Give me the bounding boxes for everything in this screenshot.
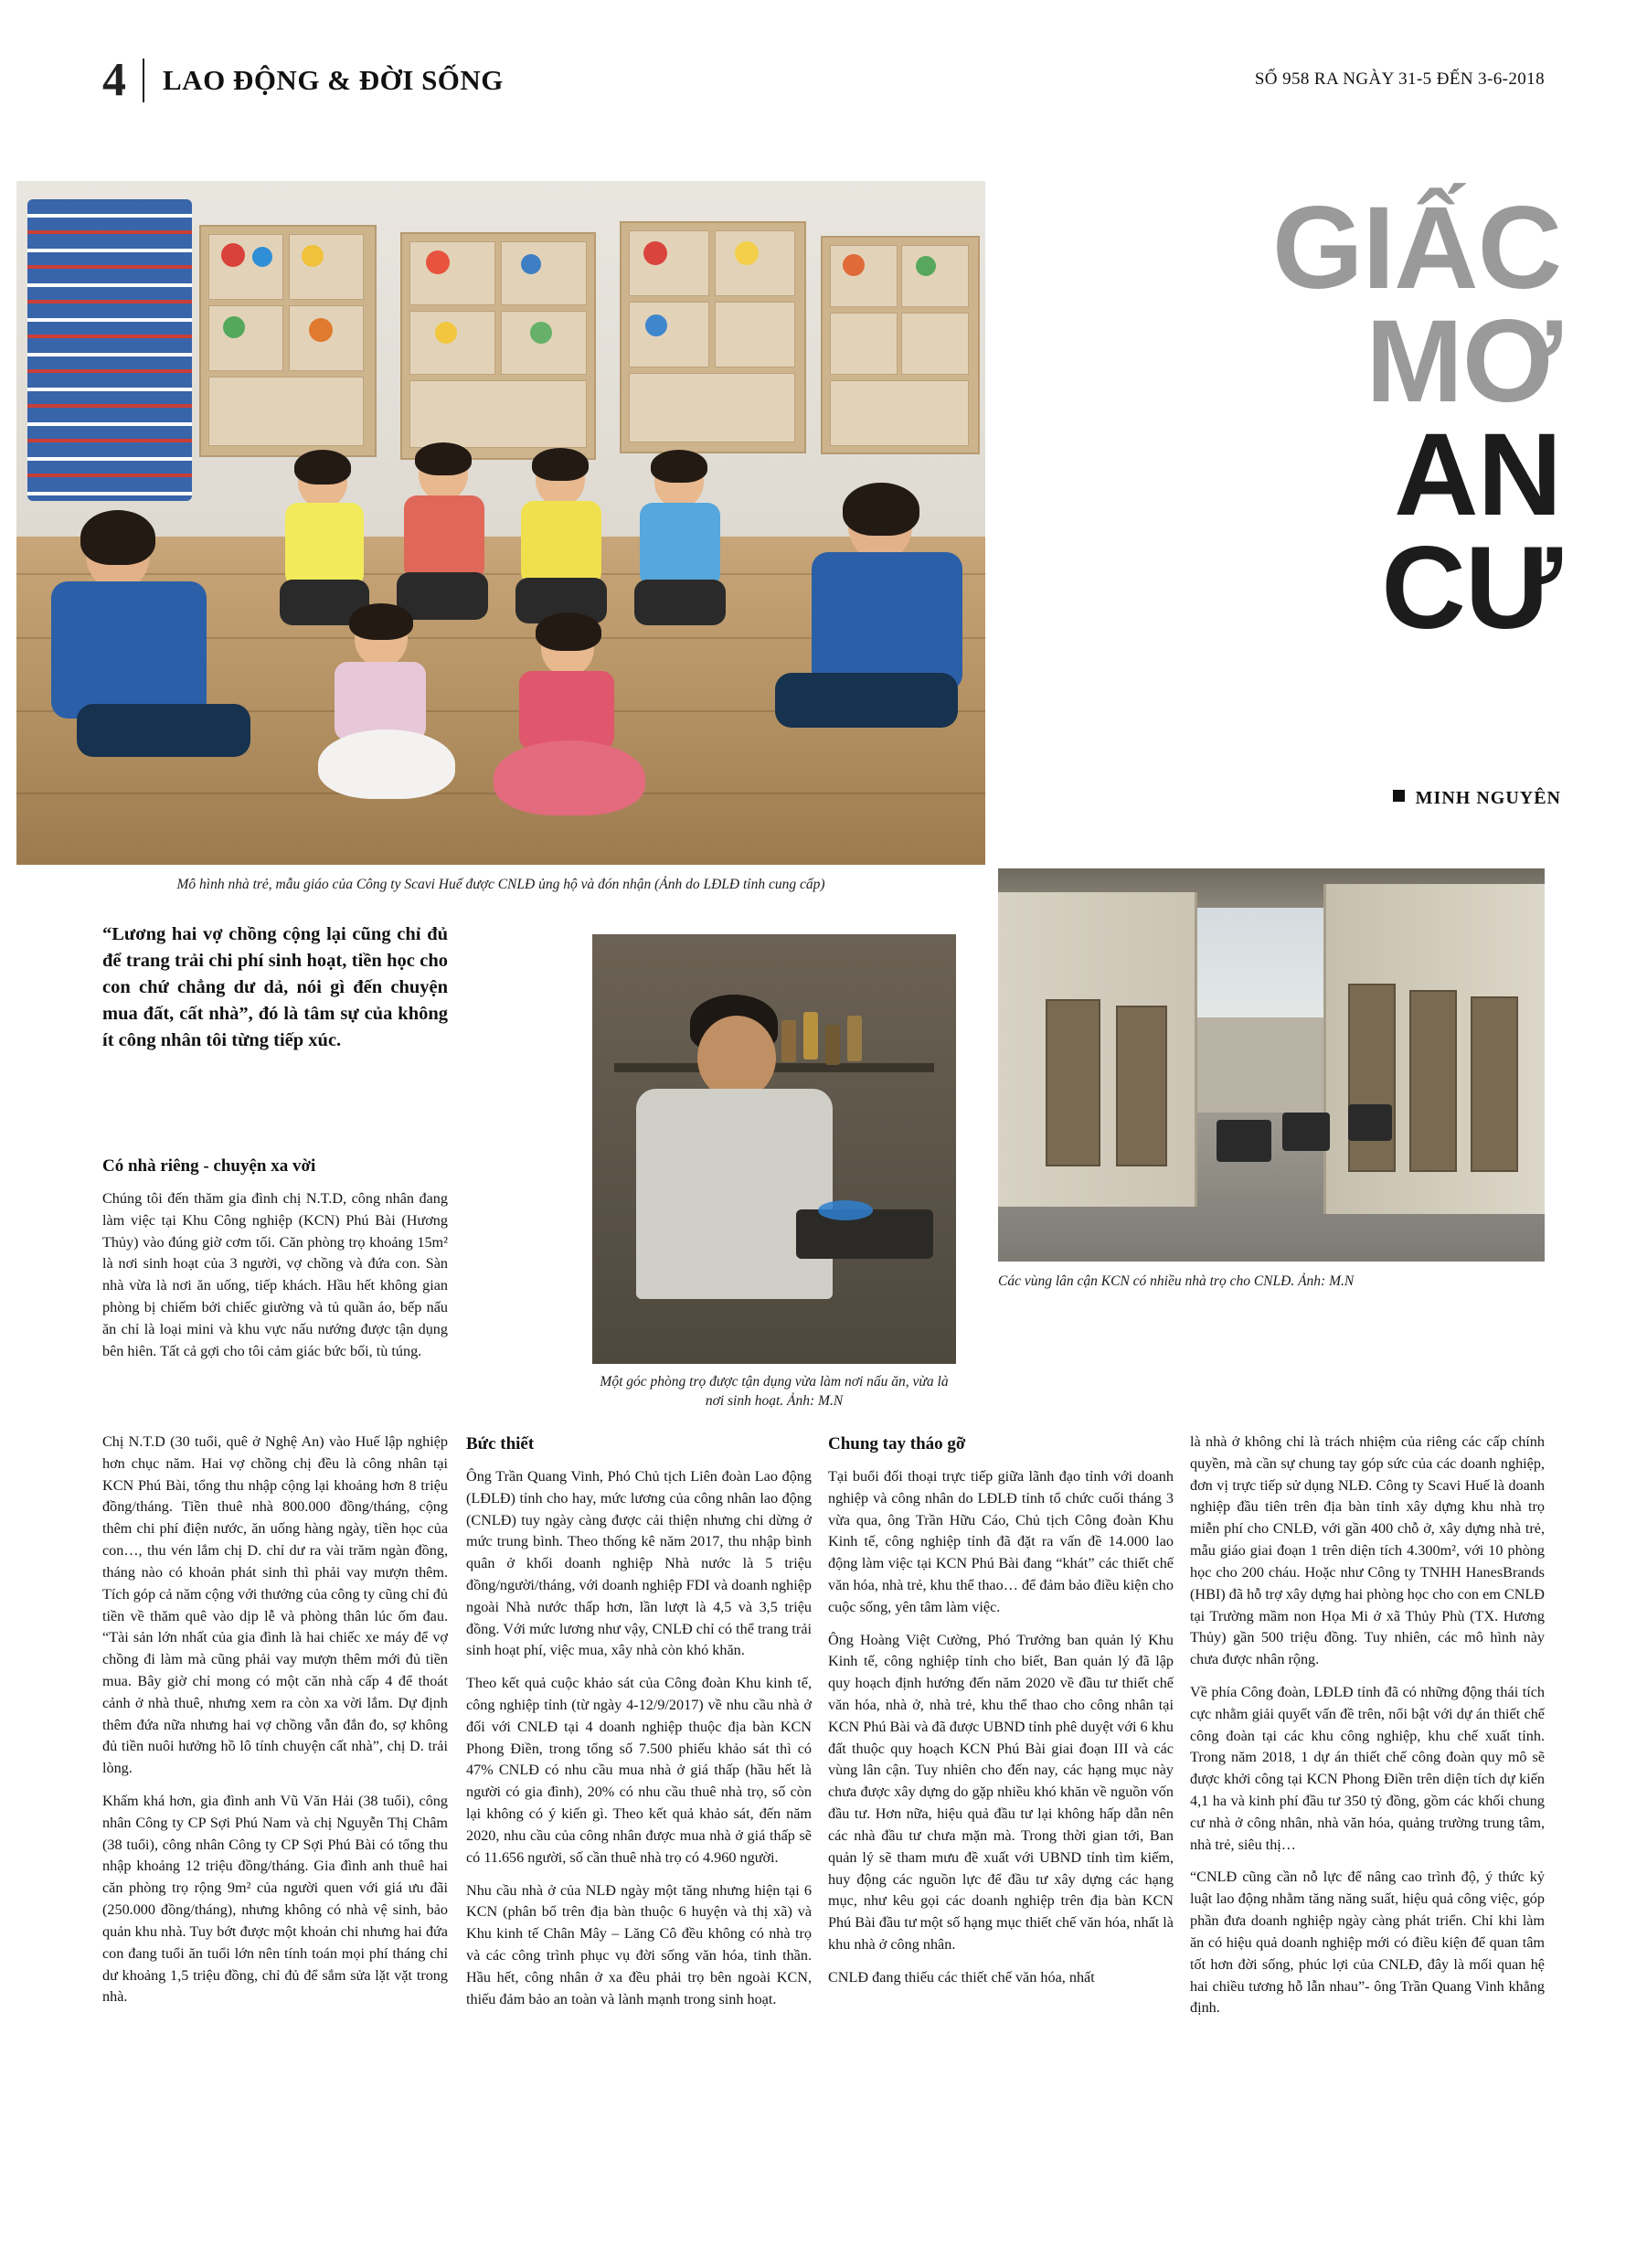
child-4 bbox=[629, 455, 738, 638]
bullet-square-icon bbox=[1393, 790, 1405, 802]
section-2-column bbox=[466, 1432, 812, 2021]
masthead-title: LAO ĐỘNG & ĐỜI SỐNG bbox=[163, 64, 504, 96]
paragraph: Ông Trần Quang Vinh, Phó Chủ tịch Liên đoàn Lao động (LĐLĐ) tỉnh cho hay, mức lương của công nhân lao động (CNLĐ) tuy ngày càng được cải thiện nhưng chi dừng ở mức trung bình. Theo thống kê năm 2017, thu nhập bình quân ở khối doanh nghiệp Nhà nước là 5 triệu đồng/người/tháng, với doanh nghiệp FDI và doanh nghiệp ngoài Nhà nước thấp hơn, lần lượt là 4,5 và 3,5 triệu đồng. Với mức lương như vậy, CNLĐ chỉ có thể trang trải sinh hoạt phí, việc mua, xây nhà còn khó khăn. bbox=[466, 1467, 812, 1659]
bottle bbox=[803, 1012, 818, 1059]
man-body bbox=[636, 1089, 833, 1299]
paragraph: Theo kết quả cuộc khảo sát của Công đoàn Khu kinh tế, công nghiệp tỉnh (từ ngày 4-12/9/2017) về nhu cầu nhà ở đối với CNLĐ tại 4 doanh nghiệp thuộc địa bàn KCN Phong Điền, trong tổng số 7.500 phiếu khảo sát thì có 47% CNLĐ có nhu cầu mua nhà ở giá thấp (hầu hết là người có gia đình), 20% có nhu cầu thuê nhà trọ, số còn lại không có ý kiến gì. Theo kết quả khảo sát, đến năm 2020, nhu cầu của công nhân được mua nhà ở giá thấp sẽ có 11.656 người, số cần thuê nhà trọ có 4.960 người. bbox=[466, 1675, 812, 1866]
toy-shelf-2 bbox=[400, 232, 596, 460]
bottle bbox=[847, 1016, 862, 1061]
masthead-divider bbox=[143, 59, 144, 102]
teacher-right bbox=[775, 483, 985, 784]
paragraph: CNLĐ đang thiếu các thiết chế văn hóa, nhất bbox=[828, 1968, 1095, 1986]
headline-line-4: CƯ bbox=[1381, 523, 1561, 655]
stacked-mats bbox=[27, 199, 192, 501]
section-1-column bbox=[102, 1154, 448, 1373]
lead-pull-quote: “Lương hai vợ chồng cộng lại cũng chỉ đủ để trang trải chi phí sinh hoạt, tiền học cho con chứ chẳng dư dả, nói gì đến chuyện mua đất, cất nhà”, đó là tâm sự của không ít công nhân tôi từng tiếp xúc. bbox=[102, 924, 448, 1051]
column-4 bbox=[1190, 1432, 1545, 2030]
paragraph: Nhu cầu nhà ở của NLĐ ngày một tăng nhưng hiện tại 6 KCN (phân bổ trên địa bàn thuộc 6 huyện và thị xã) và Khu kinh tế Chân Mây – Lăng Cô đều không có nhà trọ và các công trình phục vụ đời sống văn hóa, tinh thần. Hầu hết, công nhân ở xa đều phải trọ bên ngoài KCN, thiếu đảm bảo an toàn và lành mạnh trong sinh hoạt. bbox=[466, 1881, 812, 2007]
kitchen-photo-caption: Một góc phòng trọ được tận dụng vừa làm nơi nấu ăn, vừa là nơi sinh hoạt. Ảnh: M.N bbox=[600, 1374, 949, 1409]
paragraph: Chị N.T.D (30 tuổi, quê ở Nghệ An) vào Huế lập nghiệp hơn chục năm. Hai vợ chồng chị đều là công nhân tại KCN Phú Bài, tổng thu nhập cộng lại khoảng hơn 8 triệu đồng/tháng. Tiền thuê nhà 800.000 đồng/tháng, cộng thêm chi phí điện nước, ăn uống hàng ngày, tiền học của con…, thu vén lắm chị D. chỉ dư ra vài trăm ngàn đồng, tháng nào có khoản phát sinh thì phải vay mượn thêm. Tích góp cả năm cộng với thưởng của công ty cũng chỉ đủ tiền về thăm quê vào dịp lễ và phòng thân lúc ốm đau. “Tài sản lớn nhất của gia đình là hai chiếc xe máy để vợ chồng đi làm mà cũng phải vay mượn thêm mới đủ tiền mua. Bây giờ chỉ mong có một căn nhà cấp 4 để thoát cảnh ở nhà thuê, nhưng xem ra còn xa vời lắm. Dự định thêm đứa nữa nhưng hai vợ chồng vẫn đắn đo, sợ không đủ tiền nuôi hưởng hồ lô tính chuyện cất nhà”, chị D. trải lòng. bbox=[102, 1433, 448, 1777]
motorbike-2 bbox=[1282, 1113, 1330, 1151]
byline bbox=[1004, 788, 1561, 809]
paragraph: Khấm khá hơn, gia đình anh Vũ Văn Hải (38 tuổi), công nhân Công ty CP Sợi Phú Nam và chị Nguyễn Thị Châm (38 tuổi), công nhân Công ty CP Sợi Phú Bài có tổng thu nhập khoảng 12 triệu đồng/tháng. Gia đình anh thuê hai căn phòng trọ rộng 9m² của người quen với giá ưu đãi (250.000 đồng/tháng), nhưng không có nhà vệ sinh, bảo quản khu nhà. Tuy bớt được một khoản chi nhưng hai đứa con đang tuổi ăn tuổi lớn nên tính toán mọi phí tháng chỉ dư khoảng 1,5 triệu đồng, chỉ đủ để sắm sửa lặt vặt trong nhà. bbox=[102, 1793, 448, 2006]
teacher-left bbox=[44, 510, 245, 784]
paragraph: Chúng tôi đến thăm gia đình chị N.T.D, công nhân đang làm việc tại Khu Công nghiệp (KCN) Phú Bài (Hương Thủy) vào đúng giờ cơm tối. Căn phòng trọ khoảng 15m² là nơi sinh hoạt của 3 người, vợ chồng và đứa con. Sàn nhà vừa là nơi ăn uống, tiếp khách. Hầu hết không gian phòng bị chiếm bởi chiếc giường và tủ quần áo, bếp nấu ăn chỉ là loại mini và khu vực nấu nướng được tận dụng bên hiên. Tất cả gợi cho tôi cảm giác bức bối, tù túng. bbox=[102, 1189, 448, 1359]
alley-wall-right bbox=[1323, 884, 1545, 1214]
child-5 bbox=[318, 611, 455, 812]
alley-wall-left bbox=[998, 892, 1197, 1207]
paragraph: Tại buổi đối thoại trực tiếp giữa lãnh đạo tỉnh với doanh nghiệp và công nhân do LĐLĐ tỉnh tổ chức cuối tháng 3 vừa qua, ông Trần Hữu Cáo, Chủ tịch Công đoàn Khu Kinh tế, công nghiệp tỉnh đã đặt ra vấn đề 14.000 lao động làm việc tại KCN Phú Bài đang “khát” các thiết chế văn hóa, nhà trẻ, khu thể thao… để đảm bảo điều kiện cho cuộc sống, yên tâm làm việc. bbox=[828, 1467, 1174, 1615]
bottle bbox=[781, 1020, 796, 1062]
alley-photo bbox=[998, 868, 1545, 1262]
paragraph: là nhà ở không chỉ là trách nhiệm của riêng các cấp chính quyền, mà cần sự chung tay góp sức của các doanh nghiệp, đơn vị trực tiếp sử dụng NLĐ. Công ty Scavi Huế là doanh nghiệp đầu tiên trên địa bàn tỉnh xây dựng khu nhà trọ miễn phí cho CNLĐ, với gần 400 chỗ ở, xây dựng nhà trẻ, mẫu giáo giai đoạn 1 trên diện tích 4.300m², với 10 phòng học cho 200 cháu. Hoặc như Công ty TNHH HanesBrands (HBI) đã hỗ trợ xây dựng hai phòng học cho con em CNLĐ tại Trường mầm non Họa Mi ở xã Thủy Phù (TX. Hương Thủy) gần 500 triệu đồng. Tuy nhiên, các mô hình này chưa được nhân rộng. bbox=[1190, 1433, 1545, 1668]
closing-quote: “CNLĐ cũng cần nỗ lực để nâng cao trình độ, ý thức kỷ luật lao động nhằm tăng năng suất, hiệu quả công việc, góp phần đưa doanh nghiệp ngày càng phát triển. Chỉ khi làm ăn có hiệu quả doanh nghiệp mới có điều kiện để quan tâm tốt hơn đời sống, phúc lợi của CNLĐ, đây là mối quan hệ hai chiều tương hỗ lẫn nhau”- ông Trần Quang Vinh khẳng định. bbox=[1190, 1869, 1545, 2017]
motorbike-1 bbox=[1217, 1120, 1271, 1162]
toy-shelf-1 bbox=[199, 225, 377, 457]
section-3-title: Chung tay tháo gỡ bbox=[828, 1434, 966, 1453]
alley-photo-caption: Các vùng lân cận KCN có nhiều nhà trọ cho CNLĐ. Ảnh: M.N bbox=[998, 1273, 1355, 1289]
toy-shelf-4 bbox=[821, 236, 980, 454]
section-2-title: Bức thiết bbox=[466, 1434, 535, 1453]
paragraph: Về phía Công đoàn, LĐLĐ tỉnh đã có những động thái tích cực nhằm giải quyết vấn đề trên, nổi bật với dự án thiết chế công đoàn tại các khu công nghiệp, khu chế xuất tỉnh. Trong năm 2018, 1 dự án thiết chế công đoàn quy mô sẽ được khởi công tại KCN Phong Điền trên diện tích dự kiến 4,1 ha và kinh phí đầu tư 350 tỷ đồng, gồm các khối chung cư nhà ở công nhân, nhà văn hóa, quảng trường trung tâm, nhà trẻ, siêu thị… bbox=[1190, 1683, 1545, 1853]
kitchen-photo bbox=[592, 934, 956, 1364]
headline-line-3: AN bbox=[1394, 410, 1561, 541]
headline-line-1: GIẤC bbox=[1272, 183, 1561, 314]
motorbike-3 bbox=[1348, 1104, 1392, 1141]
bottle bbox=[825, 1025, 840, 1065]
child-6 bbox=[492, 620, 647, 830]
child-3 bbox=[510, 453, 620, 636]
hero-photo-caption: Mô hình nhà trẻ, mẫu giáo của Công ty Scavi Huế được CNLĐ ủng hộ và đón nhận (Ảnh do LĐLĐ tỉnh cung cấp) bbox=[176, 877, 825, 892]
issue-info: SỐ 958 RA NGÀY 31-5 ĐẾN 3-6-2018 bbox=[1254, 69, 1545, 89]
headline-line-2: MƠ bbox=[1365, 296, 1561, 428]
toy-shelf-3 bbox=[620, 221, 806, 453]
child-2 bbox=[391, 448, 501, 635]
paragraph: Ông Hoàng Việt Cường, Phó Trưởng ban quản lý Khu Kinh tế, công nghiệp tỉnh cho biết, Ban quản lý đã lập quy hoạch định hướng đến năm 2020 về đầu tư thiết chế văn hóa, nhà ở, nhà trẻ, khu thể thao cho công nhân tại KCN Phú Bài và đã được UBND tỉnh phê duyệt với 6 khu đất thuộc quy hoạch KCN Phú Bài giai đoạn III và các vùng lân cận. Tuy nhiên cho đến nay, các hạng mục này chưa được xây dựng do gặp nhiều khó khăn về nguồn vốn đầu tư. Hơn nữa, hiệu quả đầu tư lại không hấp dẫn nên các nhà đầu tư chưa mặn mà. Trong thời gian tới, Ban quản lý sẽ tham mưu đề xuất với UBND tỉnh tìm kiếm, huy động các nguồn lực để đầu tư xây dựng các hạng mục, như kêu gọi các doanh nghiệp trên địa bàn KCN Phú Bài đầu tư một số hạng mục thiết chế văn hóa, nhất là khu nhà ở công nhân. bbox=[828, 1631, 1174, 1953]
hero-photo-nursery bbox=[16, 181, 985, 865]
section-1-title: Có nhà riêng - chuyện xa vời bbox=[102, 1156, 316, 1176]
section-3-column bbox=[828, 1432, 1174, 2000]
article-headline bbox=[1004, 183, 1561, 655]
column-1-lower bbox=[102, 1432, 448, 2019]
byline-author: MINH NGUYÊN bbox=[1415, 788, 1561, 808]
page-number: 4 bbox=[102, 54, 126, 106]
masthead bbox=[102, 53, 1545, 108]
